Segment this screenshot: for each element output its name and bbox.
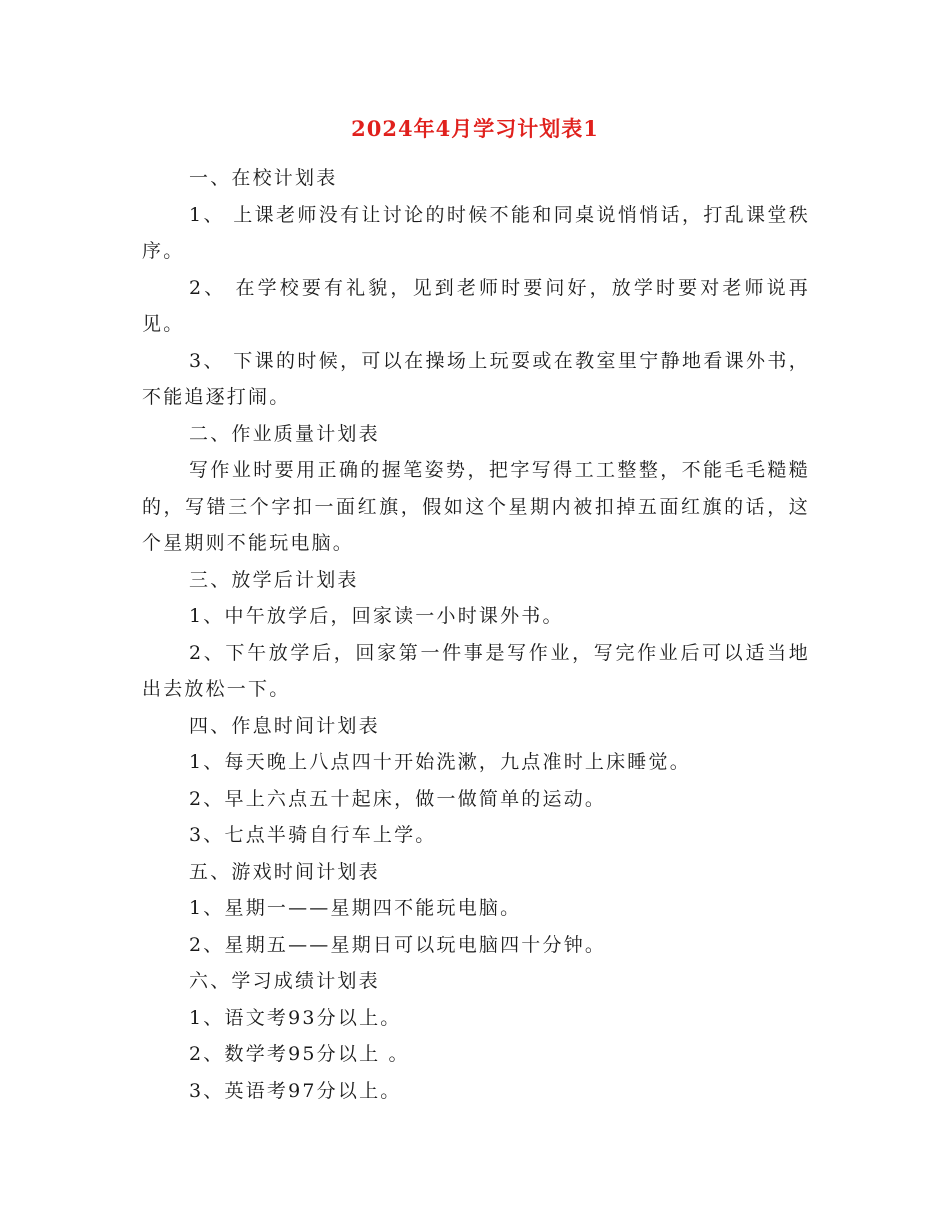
paragraph: 写作业时要用正确的握笔姿势，把字写得工工整整，不能毛毛糙糙的，写错三个字扣一面红旗，假如这个星期内被扣掉五面红旗的话，这个星期则不能玩电脑。: [142, 459, 810, 554]
section-heading-grades: 六、学习成绩计划表: [189, 970, 380, 992]
paragraph: 1、每天晚上八点四十开始洗漱，九点准时上床睡觉。: [189, 751, 691, 773]
paragraph: 2、星期五——星期日可以玩电脑四十分钟。: [189, 933, 607, 956]
paragraph: 1、星期一——星期四不能玩电脑。: [189, 897, 522, 919]
paragraph: 1、语文考93分以上。: [189, 1006, 402, 1029]
section-heading-in-school: 一、在校计划表: [189, 167, 338, 189]
paragraph: 2、下午放学后，回家第一件事是写作业，写完作业后可以适当地出去放松一下。: [142, 641, 810, 700]
section-heading-after-school: 三、放学后计划表: [189, 568, 359, 591]
paragraph: 3、 下课的时候，可以在操场上玩耍或在教室里宁静地看课外书，不能追逐打闹。: [142, 349, 810, 408]
paragraph: 3、七点半骑自行车上学。: [189, 824, 437, 846]
paragraph: 3、英语考97分以上。: [189, 1079, 402, 1102]
paragraph: 1、 上课老师没有让讨论的时候不能和同桌说悄悄话，打乱课堂秩序。: [142, 203, 810, 262]
section-heading-schedule: 四、作息时间计划表: [189, 714, 380, 737]
document-body: [142, 160, 810, 1109]
paragraph: 2、数学考95分以上 。: [189, 1043, 410, 1065]
paragraph: 1、中午放学后，回家读一小时课外书。: [189, 605, 564, 627]
section-heading-homework: 二、作业质量计划表: [189, 422, 380, 445]
section-heading-game-time: 五、游戏时间计划表: [189, 860, 380, 883]
paragraph: 2、 在学校要有礼貌，见到老师时要问好，放学时要对老师说再见。: [142, 276, 810, 335]
paragraph: 2、早上六点五十起床，做一做简单的运动。: [189, 787, 607, 810]
document-title: 2024年4月学习计划表1: [351, 116, 599, 141]
